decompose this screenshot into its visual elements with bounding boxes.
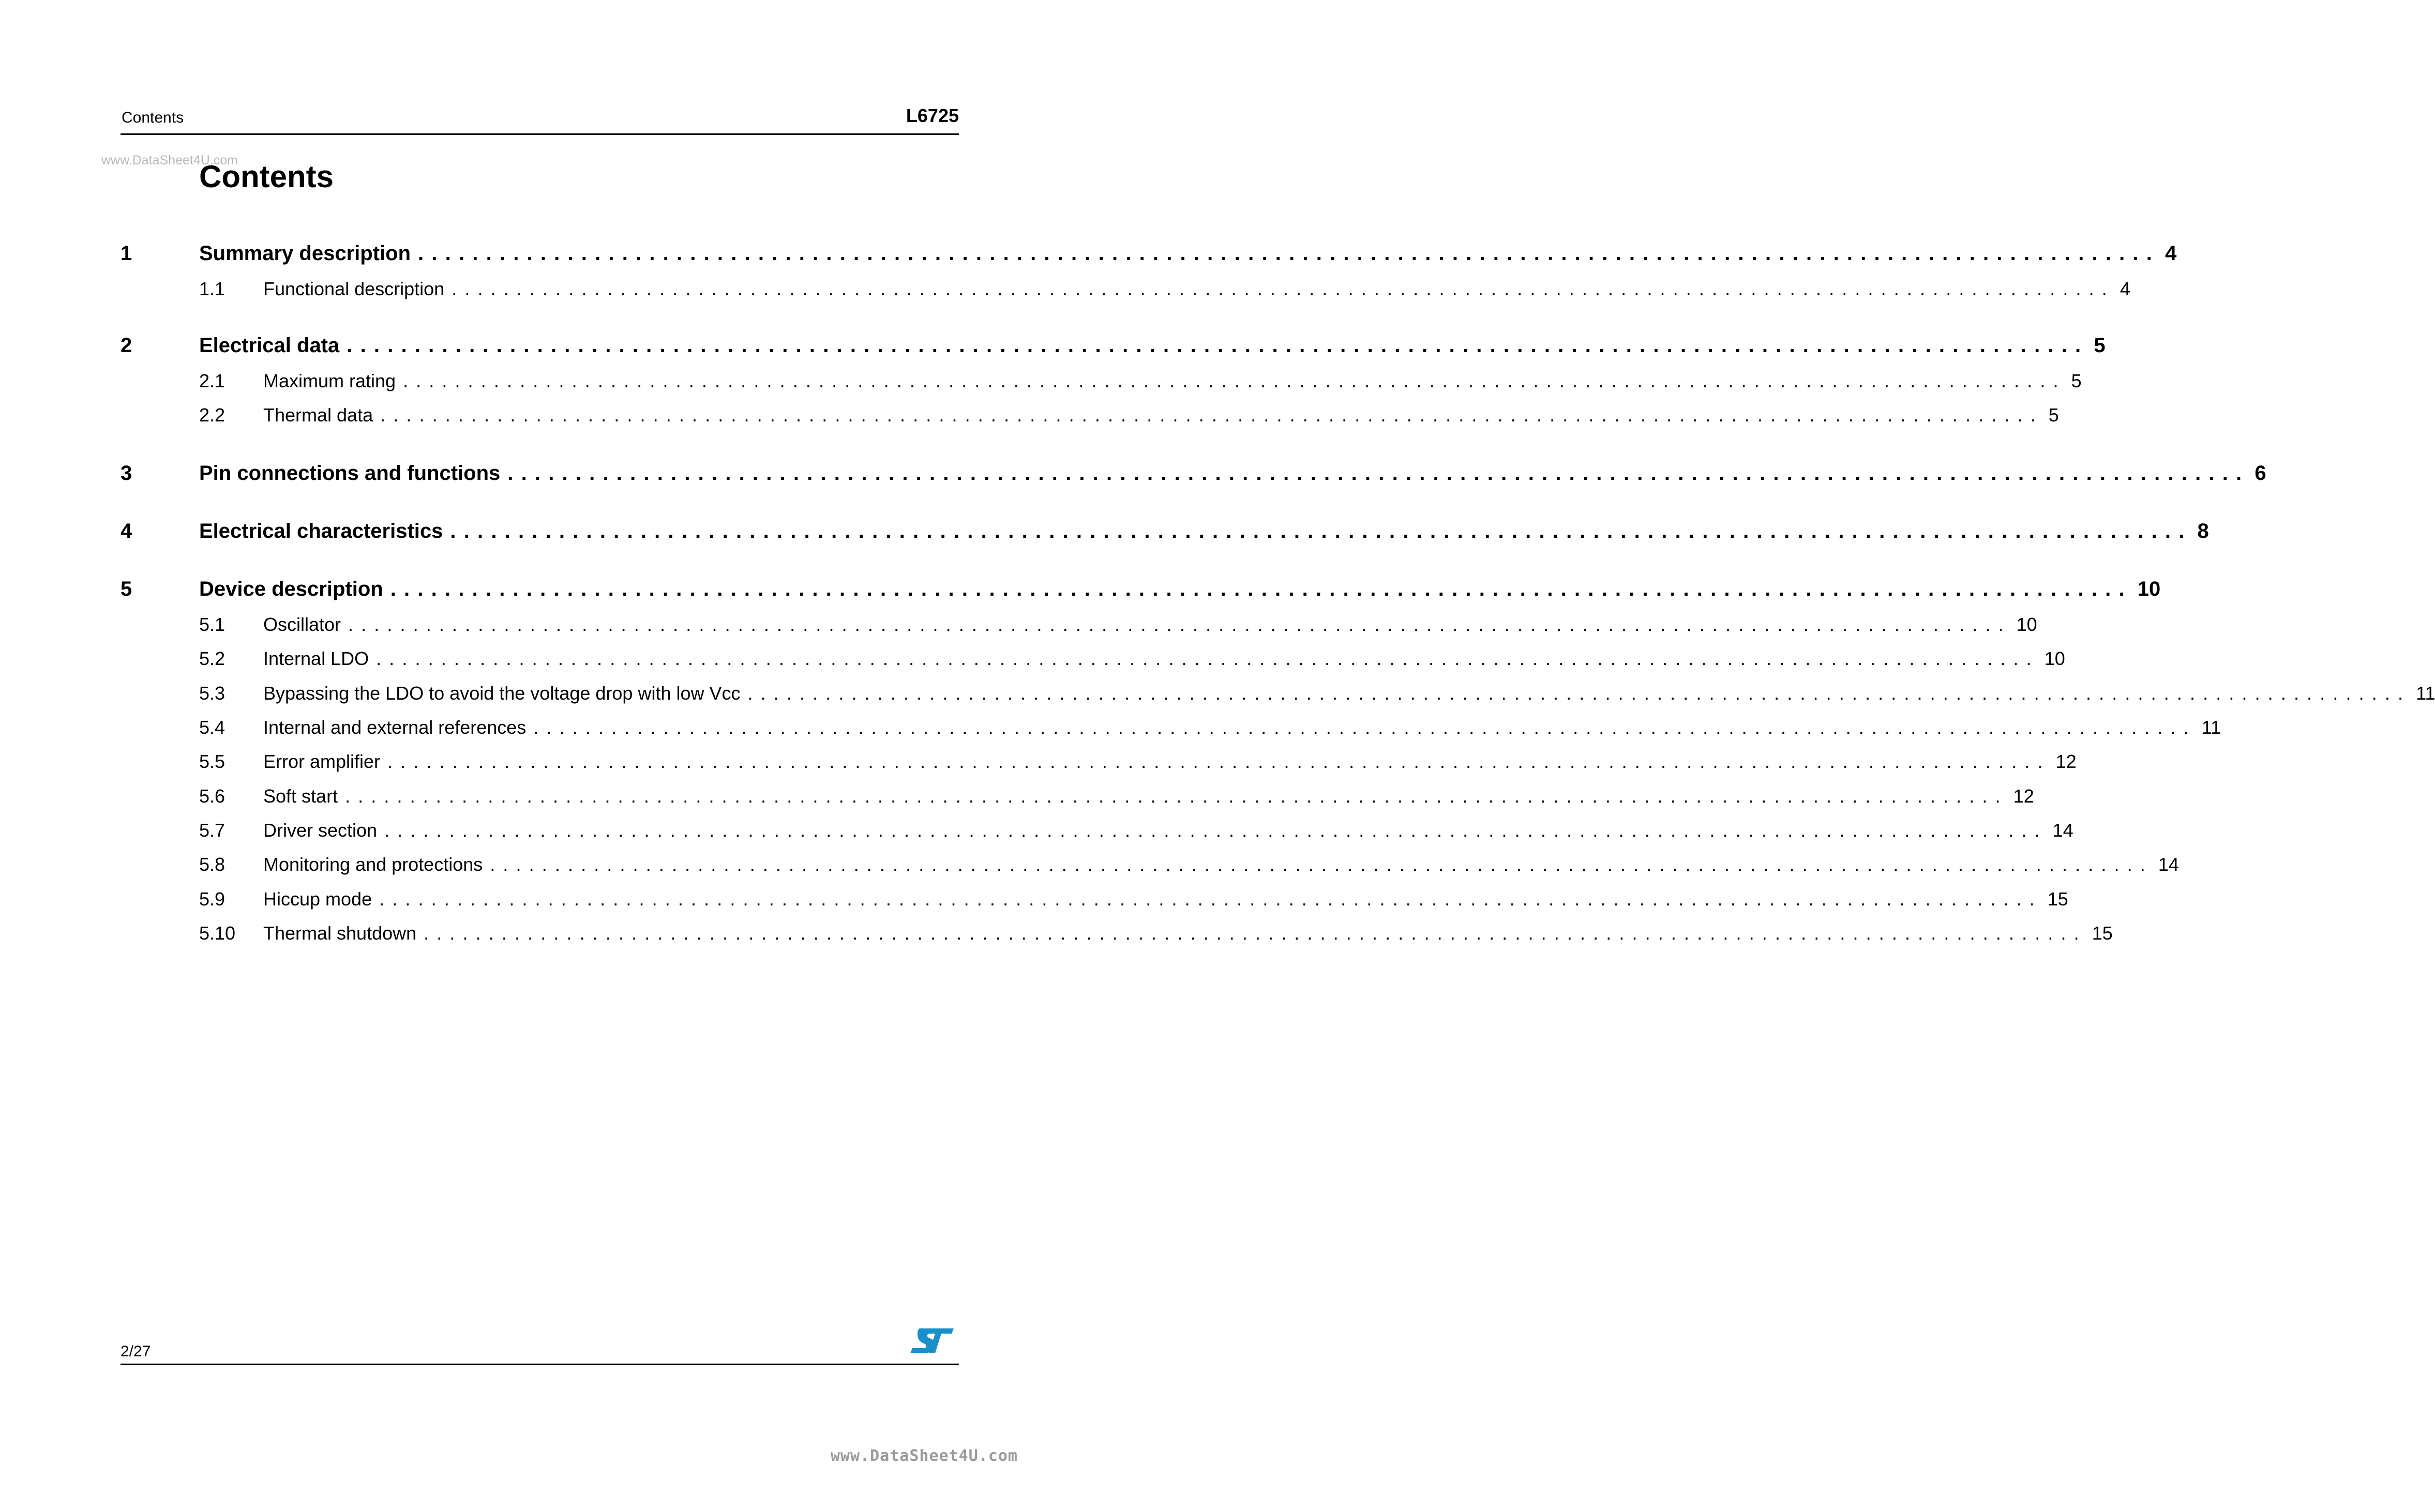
watermark-bottom: www.DataSheet4U.com	[830, 1447, 1018, 1465]
toc-entry-chapter[interactable]	[121, 520, 2209, 549]
toc-entry-title: Error amplifier	[263, 751, 381, 772]
toc-entry-number: 3	[121, 462, 132, 485]
toc-entry-title: Pin connections and functions	[199, 462, 501, 485]
page-indicator: 2/27	[121, 1343, 151, 1360]
toc-entry-title: Internal LDO	[263, 648, 369, 669]
toc-entry-page: 14	[2158, 854, 2179, 875]
toc-entry-page: 11	[2416, 683, 2435, 704]
toc-entry-page: 12	[2013, 785, 2034, 807]
toc-entry-page: 5	[2071, 370, 2082, 391]
toc-entry-page: 5	[2094, 334, 2106, 357]
footer-divider	[121, 1364, 959, 1365]
toc-entry-title: Soft start	[263, 785, 338, 807]
toc-entry-number: 2.2	[199, 404, 226, 426]
toc-entry-chapter[interactable]	[121, 242, 2177, 271]
toc-entry-page: 6	[2254, 462, 2266, 485]
toc-entry-chapter[interactable]	[121, 334, 2106, 363]
toc-entry-section[interactable]	[121, 683, 2435, 708]
toc-entry-number: 5.2	[199, 648, 226, 669]
dot-leader: ................................................................................................................................	[450, 520, 2192, 542]
dot-leader: ................................................................................................................................	[347, 334, 2089, 357]
toc-entry-page: 14	[2052, 820, 2073, 841]
toc-entry-section[interactable]	[121, 648, 2065, 674]
toc-entry-title: Functional description	[263, 278, 445, 299]
toc-entry-section[interactable]	[121, 614, 2037, 640]
toc-entry-number: 5.5	[199, 751, 226, 772]
toc-entry-page: 5	[2048, 404, 2059, 426]
toc-entry-section[interactable]	[121, 717, 2221, 743]
toc-entry-chapter[interactable]	[121, 578, 2161, 607]
st-logo-icon	[909, 1326, 955, 1355]
toc-entry-number: 5.9	[199, 888, 226, 910]
dot-leader: ................................................................................................................................	[507, 462, 2250, 485]
toc-entry-page: 4	[2120, 278, 2130, 299]
toc-entry-section[interactable]	[121, 854, 2179, 880]
dot-leader: ................................................................................................................................	[384, 820, 2048, 841]
toc-entry-page: 15	[2047, 888, 2068, 910]
toc-entry-page: 10	[2044, 648, 2065, 669]
toc-entry-page: 8	[2197, 520, 2209, 542]
toc-entry-section[interactable]	[121, 278, 2130, 304]
toc-entry-number: 5.6	[199, 785, 226, 807]
toc-entry-number: 5.8	[199, 854, 226, 875]
dot-leader: ................................................................................................................................	[345, 785, 2008, 807]
toc-entry-title: Electrical data	[199, 334, 340, 357]
toc-entry-title: Monitoring and protections	[263, 854, 483, 875]
toc-entry-number: 1	[121, 242, 132, 265]
toc-entry-number: 5.10	[199, 923, 236, 944]
toc-entry-title: Bypassing the LDO to avoid the voltage drop with low Vcc	[263, 683, 741, 704]
toc-entry-number: 1.1	[199, 278, 226, 299]
toc-entry-title: Thermal shutdown	[263, 923, 417, 944]
toc-entry-number: 5	[121, 578, 132, 600]
dot-leader: ................................................................................................................................	[380, 404, 2043, 426]
dot-leader: ................................................................................................................................	[452, 278, 2115, 299]
dot-leader: ................................................................................................................................	[747, 683, 2411, 704]
toc-entry-number: 2	[121, 334, 132, 357]
toc-entry-page: 4	[2165, 242, 2177, 265]
toc-entry-section[interactable]	[121, 820, 2073, 845]
toc-entry-page: 10	[2137, 578, 2161, 600]
toc-entry-number: 5.3	[199, 683, 226, 704]
dot-leader: ................................................................................................................................	[376, 648, 2039, 669]
toc-entry-section[interactable]	[121, 751, 2077, 777]
toc-entry-section[interactable]	[121, 785, 2034, 811]
toc-entry-title: Hiccup mode	[263, 888, 372, 910]
running-header-part-number: L6725	[906, 105, 959, 126]
toc-entry-number: 2.1	[199, 370, 226, 391]
toc-entry-title: Driver section	[263, 820, 378, 841]
toc-entry-page: 12	[2055, 751, 2077, 772]
toc-entry-page: 11	[2201, 717, 2221, 738]
dot-leader: ................................................................................................................................	[418, 242, 2160, 265]
toc-entry-section[interactable]	[121, 888, 2068, 914]
toc-entry-title: Electrical characteristics	[199, 520, 443, 542]
toc-entry-page: 10	[2016, 614, 2037, 635]
dot-leader: ................................................................................................................................	[533, 717, 2197, 738]
dot-leader: ................................................................................................................................	[403, 370, 2066, 391]
toc-entry-title: Thermal data	[263, 404, 373, 426]
toc-entry-page: 15	[2092, 923, 2113, 944]
toc-entry-title: Maximum rating	[263, 370, 396, 391]
dot-leader: ................................................................................................................................	[379, 888, 2042, 910]
toc-entry-section[interactable]	[121, 404, 2059, 430]
toc-entry-number: 5.1	[199, 614, 226, 635]
watermark-top: www.DataSheet4U.com	[101, 153, 238, 168]
toc-entry-title: Summary description	[199, 242, 411, 265]
toc-entry-chapter[interactable]	[121, 462, 2266, 491]
dot-leader: ................................................................................................................................	[390, 578, 2132, 600]
dot-leader: ................................................................................................................................	[490, 854, 2153, 875]
toc-entry-title: Device description	[199, 578, 383, 600]
header-divider	[121, 133, 959, 135]
toc-entry-section[interactable]	[121, 923, 2113, 948]
toc-entry-section[interactable]	[121, 370, 2082, 396]
dot-leader: ................................................................................................................................	[424, 923, 2087, 944]
page-title: Contents	[199, 159, 334, 194]
toc-entry-number: 4	[121, 520, 132, 542]
running-header-section: Contents	[122, 109, 184, 126]
dot-leader: ................................................................................................................................	[387, 751, 2051, 772]
toc-entry-title: Internal and external references	[263, 717, 527, 738]
toc-entry-number: 5.7	[199, 820, 226, 841]
toc-entry-title: Oscillator	[263, 614, 341, 635]
dot-leader: ................................................................................................................................	[348, 614, 2011, 635]
st-logo-shape	[910, 1328, 954, 1353]
toc-entry-number: 5.4	[199, 717, 226, 738]
